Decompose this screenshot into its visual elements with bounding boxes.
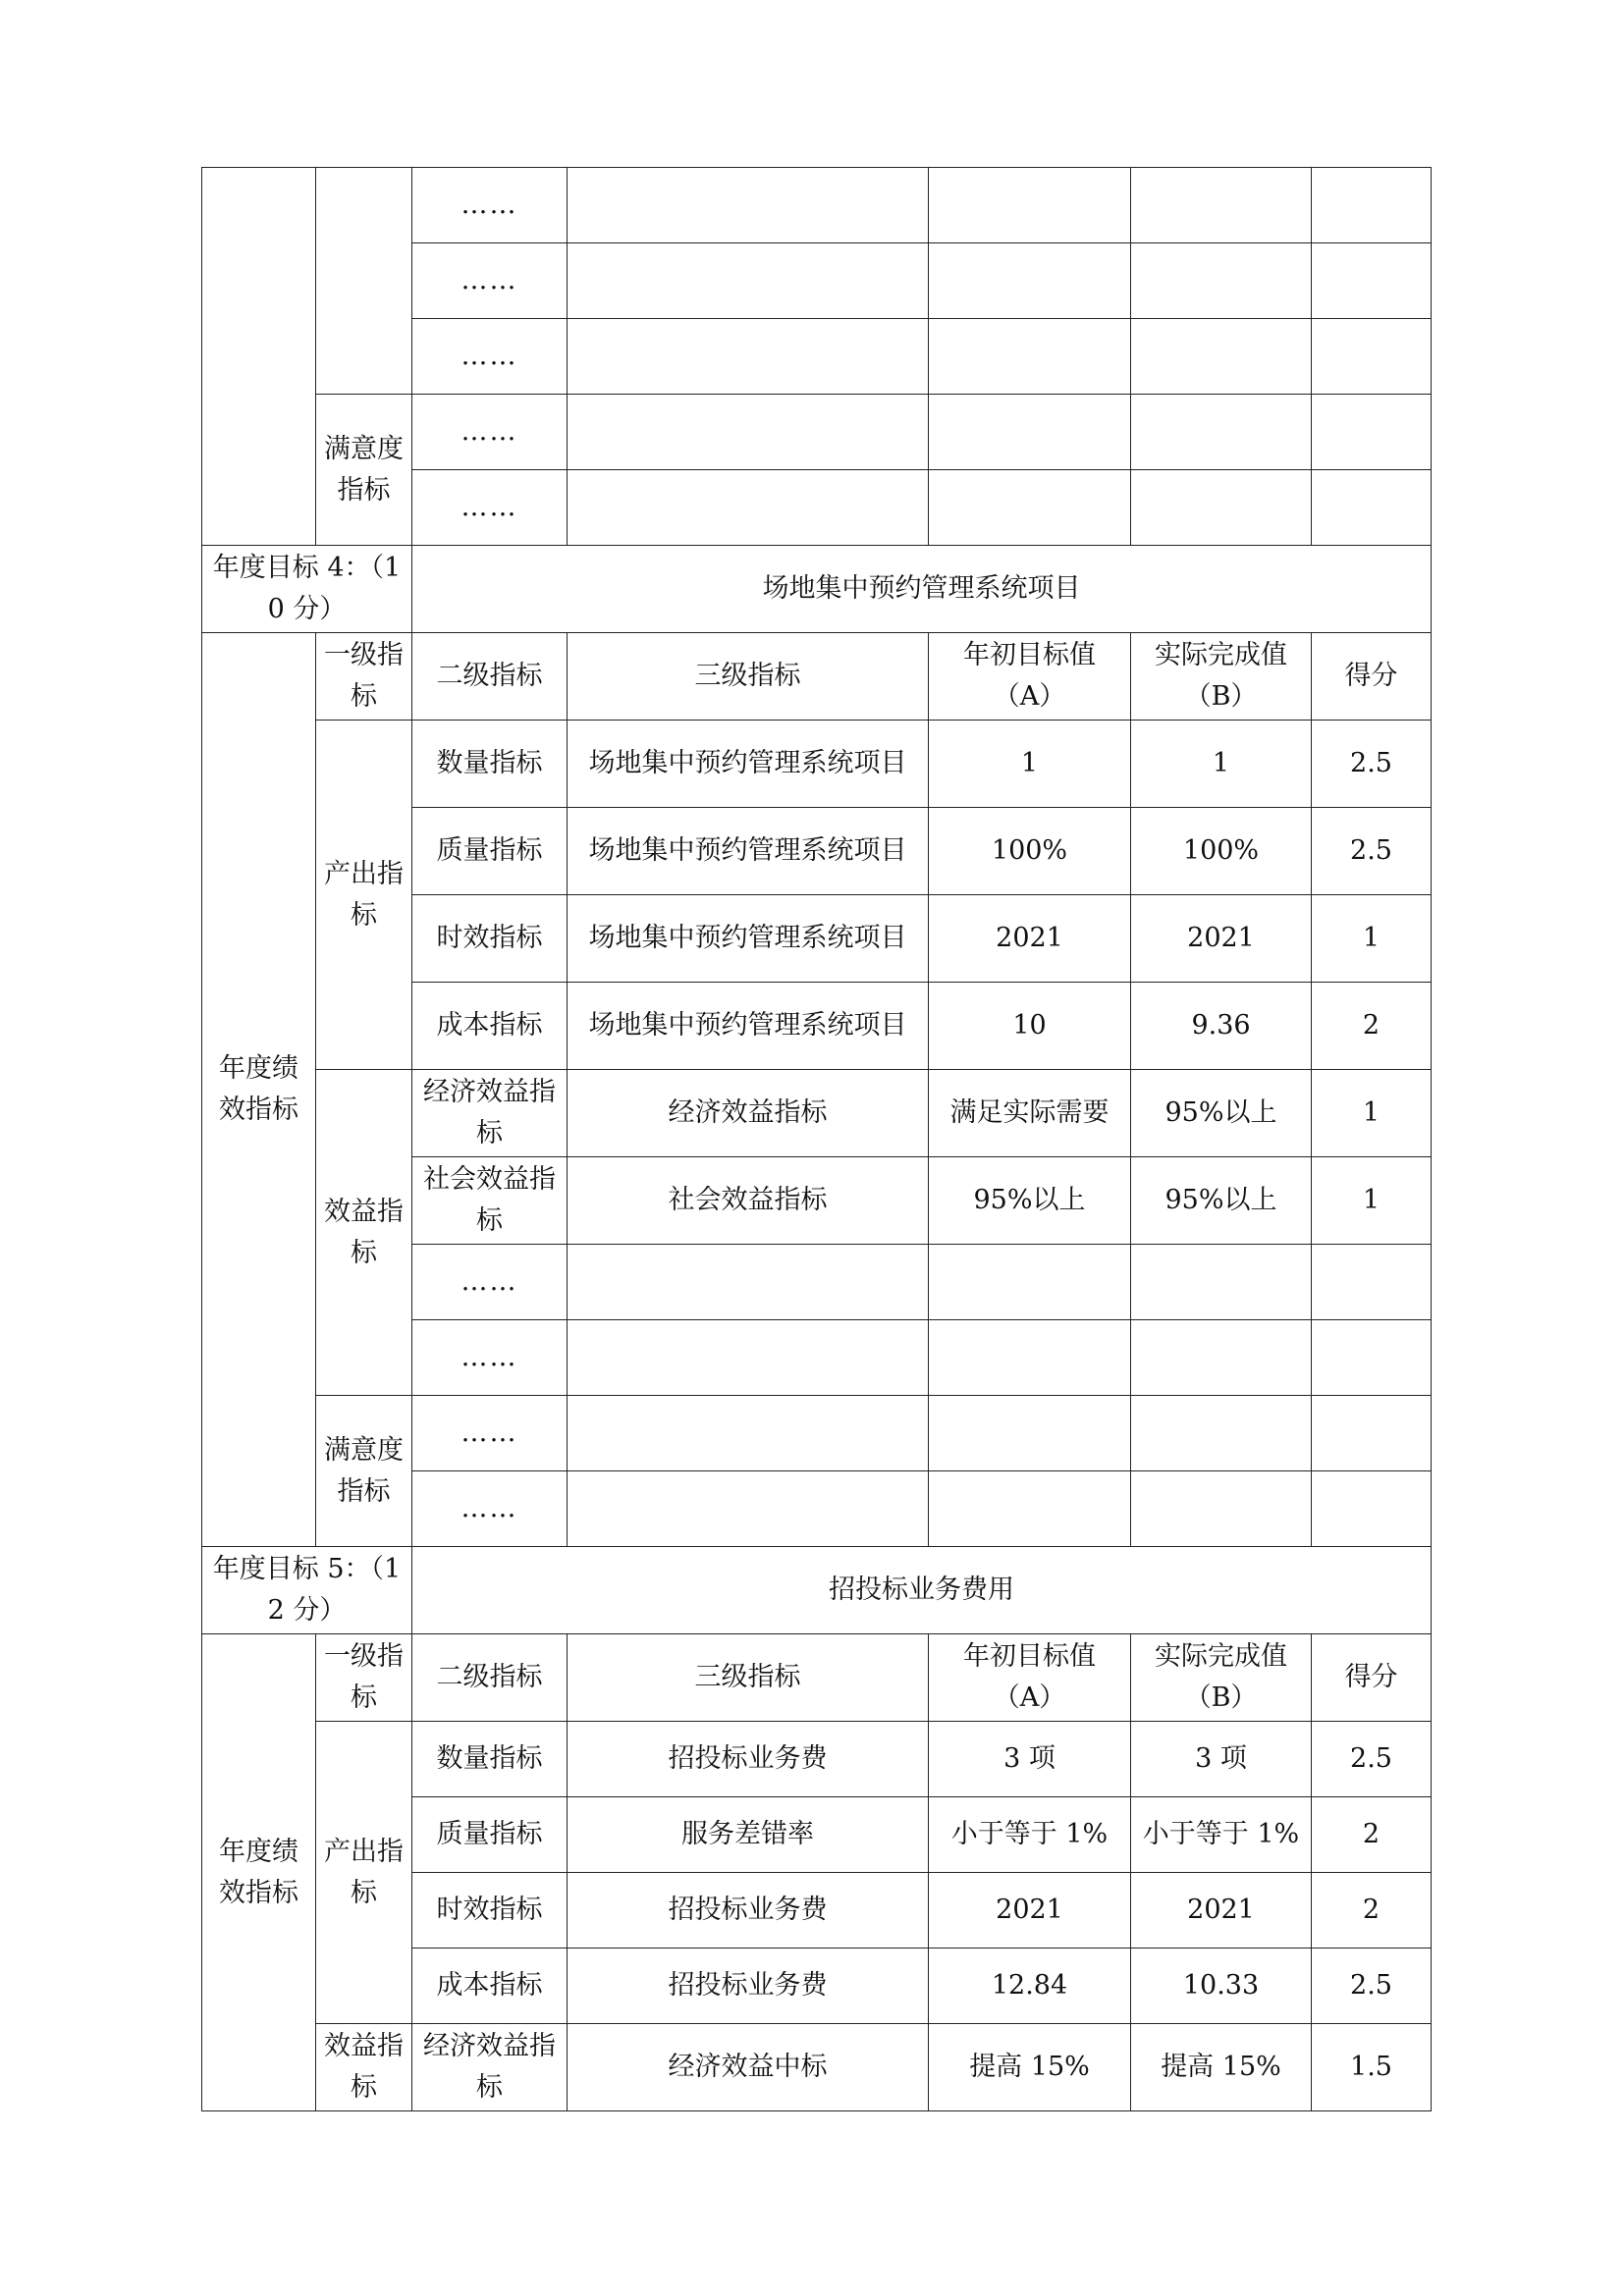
empty-cell [1131, 1396, 1312, 1471]
empty-cell [1131, 1471, 1312, 1547]
empty-cell [1312, 1471, 1432, 1547]
header-level2: 二级指标 [412, 633, 568, 721]
empty-cell [929, 168, 1131, 243]
empty-cell [1131, 168, 1312, 243]
ellipsis-cell: …… [412, 168, 568, 243]
goal5-label: 年度目标 5：（12 分） [202, 1547, 412, 1634]
actual-cell: 9.36 [1131, 983, 1312, 1070]
ellipsis-cell: …… [412, 395, 568, 470]
target-cell: 满足实际需要 [929, 1070, 1131, 1157]
level2-cell: 数量指标 [412, 1722, 568, 1797]
goal4-label: 年度目标 4：（10 分） [202, 546, 412, 633]
output-label: 产出指标 [316, 1722, 412, 2024]
target-cell: 12.84 [929, 1949, 1131, 2024]
level2-cell: 成本指标 [412, 983, 568, 1070]
empty-cell [929, 470, 1131, 546]
header-level1: 一级指标 [316, 633, 412, 721]
header-level3: 三级指标 [568, 1634, 929, 1722]
empty-cell [929, 1245, 1131, 1320]
header-level1: 一级指标 [316, 1634, 412, 1722]
actual-cell: 提高 15% [1131, 2024, 1312, 2111]
level3-cell: 服务差错率 [568, 1797, 929, 1873]
empty-cell [568, 1245, 929, 1320]
empty-cell [568, 319, 929, 395]
level2-cell: 质量指标 [412, 808, 568, 895]
empty-cell [929, 395, 1131, 470]
empty-cell [1312, 1396, 1432, 1471]
ellipsis-cell: …… [412, 1396, 568, 1471]
score-cell: 2 [1312, 983, 1432, 1070]
score-cell: 1 [1312, 895, 1432, 983]
satisfaction-label: 满意度指标 [316, 1396, 412, 1547]
level2-cell: 数量指标 [412, 721, 568, 808]
level3-cell: 场地集中预约管理系统项目 [568, 808, 929, 895]
empty-cell [1312, 1320, 1432, 1396]
level2-cell: 经济效益指标 [412, 1070, 568, 1157]
empty-cell [929, 319, 1131, 395]
ellipsis-cell: …… [412, 1320, 568, 1396]
empty-cell [1131, 243, 1312, 319]
goal4-name: 场地集中预约管理系统项目 [412, 546, 1432, 633]
empty-cell [568, 1320, 929, 1396]
actual-cell: 2021 [1131, 895, 1312, 983]
level3-cell: 场地集中预约管理系统项目 [568, 895, 929, 983]
ellipsis-cell: …… [412, 319, 568, 395]
level3-cell: 招投标业务费 [568, 1722, 929, 1797]
level3-cell: 经济效益指标 [568, 1070, 929, 1157]
header-score: 得分 [1312, 633, 1432, 721]
header-level3: 三级指标 [568, 633, 929, 721]
target-cell: 95%以上 [929, 1157, 1131, 1245]
output-label: 产出指标 [316, 721, 412, 1070]
satisfaction-label: 满意度指标 [316, 395, 412, 546]
benefit-label: 效益指标 [316, 2024, 412, 2111]
empty-cell [1131, 1320, 1312, 1396]
empty-cell [1312, 395, 1432, 470]
empty-cell [568, 470, 929, 546]
actual-cell: 2021 [1131, 1873, 1312, 1949]
target-cell: 2021 [929, 895, 1131, 983]
actual-cell: 小于等于 1% [1131, 1797, 1312, 1873]
level2-cell: 质量指标 [412, 1797, 568, 1873]
target-cell: 10 [929, 983, 1131, 1070]
score-cell: 2 [1312, 1873, 1432, 1949]
actual-cell: 95%以上 [1131, 1157, 1312, 1245]
benefit-label: 效益指标 [316, 1070, 412, 1396]
empty-cell [1131, 395, 1312, 470]
level3-cell: 招投标业务费 [568, 1949, 929, 2024]
target-cell: 提高 15% [929, 2024, 1131, 2111]
score-cell: 2.5 [1312, 1722, 1432, 1797]
ellipsis-cell: …… [412, 470, 568, 546]
ellipsis-cell: …… [412, 1471, 568, 1547]
level3-cell: 招投标业务费 [568, 1873, 929, 1949]
target-cell: 小于等于 1% [929, 1797, 1131, 1873]
header-score: 得分 [1312, 1634, 1432, 1722]
level3-cell: 经济效益中标 [568, 2024, 929, 2111]
score-cell: 2 [1312, 1797, 1432, 1873]
target-cell: 2021 [929, 1873, 1131, 1949]
empty-cell [1312, 470, 1432, 546]
empty-cell [1312, 168, 1432, 243]
actual-cell: 1 [1131, 721, 1312, 808]
header-target: 年初目标值（A） [929, 1634, 1131, 1722]
score-cell: 1 [1312, 1157, 1432, 1245]
level2-cell: 时效指标 [412, 895, 568, 983]
performance-table [201, 167, 1432, 2111]
score-cell: 1.5 [1312, 2024, 1432, 2111]
actual-cell: 100% [1131, 808, 1312, 895]
level2-cell: 社会效益指标 [412, 1157, 568, 1245]
empty-cell [1131, 319, 1312, 395]
level3-cell: 场地集中预约管理系统项目 [568, 721, 929, 808]
level2-cell: 成本指标 [412, 1949, 568, 2024]
score-cell: 2.5 [1312, 1949, 1432, 2024]
empty-cell [1312, 319, 1432, 395]
empty-cell [929, 1320, 1131, 1396]
goal5-name: 招投标业务费用 [412, 1547, 1432, 1634]
actual-cell: 95%以上 [1131, 1070, 1312, 1157]
empty-cell [568, 168, 929, 243]
header-level2: 二级指标 [412, 1634, 568, 1722]
empty-cell [568, 395, 929, 470]
score-cell: 1 [1312, 1070, 1432, 1157]
empty-cell [1131, 1245, 1312, 1320]
level2-cell: 时效指标 [412, 1873, 568, 1949]
empty-cell [929, 1471, 1131, 1547]
score-cell: 2.5 [1312, 808, 1432, 895]
annual-perf-label: 年度绩效指标 [202, 1634, 316, 2111]
header-actual: 实际完成值（B） [1131, 1634, 1312, 1722]
actual-cell: 10.33 [1131, 1949, 1312, 2024]
annual-perf-label: 年度绩效指标 [202, 633, 316, 1547]
actual-cell: 3 项 [1131, 1722, 1312, 1797]
header-actual: 实际完成值（B） [1131, 633, 1312, 721]
target-cell: 3 项 [929, 1722, 1131, 1797]
empty-cell [568, 243, 929, 319]
empty-cell [1312, 243, 1432, 319]
ellipsis-cell: …… [412, 1245, 568, 1320]
header-target: 年初目标值（A） [929, 633, 1131, 721]
empty-cell [568, 1396, 929, 1471]
score-cell: 2.5 [1312, 721, 1432, 808]
empty-cell [1131, 470, 1312, 546]
level3-cell: 场地集中预约管理系统项目 [568, 983, 929, 1070]
empty-cell [929, 1396, 1131, 1471]
empty-cell [929, 243, 1131, 319]
empty-cell [1312, 1245, 1432, 1320]
prev-goal-cell [202, 168, 316, 546]
prev-benefit-cell [316, 168, 412, 395]
level3-cell: 社会效益指标 [568, 1157, 929, 1245]
level2-cell: 经济效益指标 [412, 2024, 568, 2111]
target-cell: 100% [929, 808, 1131, 895]
target-cell: 1 [929, 721, 1131, 808]
ellipsis-cell: …… [412, 243, 568, 319]
empty-cell [568, 1471, 929, 1547]
